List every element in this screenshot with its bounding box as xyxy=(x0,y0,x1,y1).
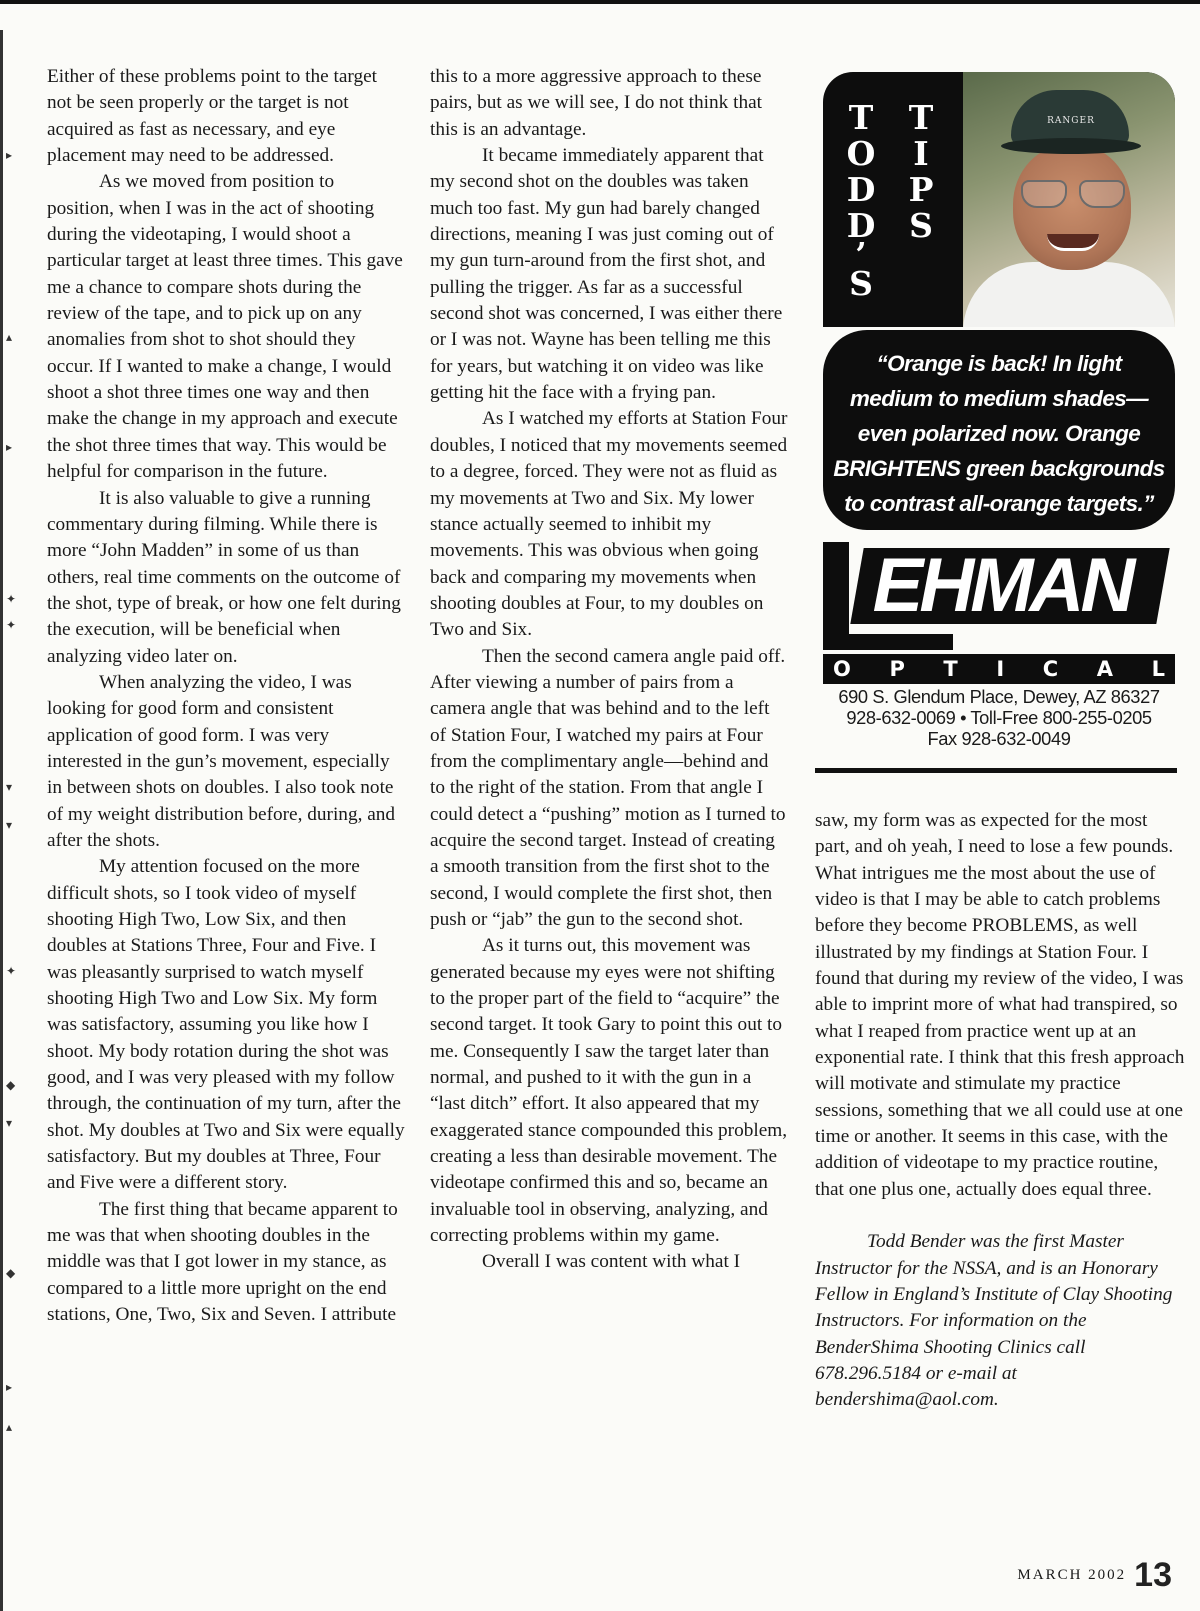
glasses-lens xyxy=(1079,180,1125,208)
quote-line: “Orange is back! In light xyxy=(876,351,1122,376)
quote-line: to contrast all-orange targets.” xyxy=(844,491,1154,516)
issue-date: MARCH 2002 xyxy=(1017,1567,1127,1583)
binding-mark: ▸ xyxy=(6,440,13,454)
page-number: 13 xyxy=(1134,1556,1172,1594)
todds-letters xyxy=(841,100,881,302)
ad-contact xyxy=(823,686,1175,749)
ad-divider xyxy=(815,768,1177,773)
quote-line: medium to medium shades— xyxy=(849,386,1149,411)
binding-mark: ▸ xyxy=(6,148,13,162)
binding-mark: ◆ xyxy=(6,1078,16,1092)
paragraph: My attention focused on the more difficult shots, so I took video of myself shooting High Two, Low Six, and then doubles at Stations Three, Four and Five. I was pleasantly surprised to watch myself shooting High Two and Low Six. My form was satisfactory, assuming you like how I shoot. My body rotation during the shot was good, and I was very pleased with my follow through, the continuation of my turn, after the shot. My doubles at Two and Six were equally satisfactory. But my doubles at Three, Four and Five were a different story. xyxy=(47,856,405,1194)
todds-tips-banner xyxy=(823,72,1175,327)
paragraph: The first thing that became apparent to me was that when shooting doubles in the middle was that I got lower in my stance, as compared to a little more upright on the end stations, One, Two, Six and Seven. I attribute xyxy=(47,1198,398,1326)
ad-phones: 928-632-0069 • Toll-Free 800-255-0205 xyxy=(846,707,1152,728)
binding-mark: ✦ xyxy=(6,964,17,978)
optical-letter: C xyxy=(1042,657,1059,681)
paragraph: Then the second camera angle paid off. After viewing a number of pairs from a camera angle that was behind and to the left of Station Four, I watched my pairs at Four from the complimentary angle—behind and to the right of the station. From that angle I could detect a “pushing” motion as I turned to acquire the second target. Instead of creating a smooth transition from the first shot to the second, I would complete the first shot, then push or “jab” the gun to the second shot. xyxy=(430,645,786,930)
article-column-3 xyxy=(815,808,1185,1414)
quote-line: even polarized now. Orange xyxy=(857,421,1141,446)
ad-fax: Fax 928-632-0049 xyxy=(927,728,1071,749)
logo-wordmark: EHMAN xyxy=(872,543,1132,628)
binding-mark: ✦ xyxy=(6,618,17,632)
optical-letter: T xyxy=(943,657,958,681)
binding-mark: ◆ xyxy=(6,1266,16,1280)
article-column-1 xyxy=(47,64,405,1329)
title-letter: T xyxy=(848,98,874,137)
cap-bill xyxy=(1001,138,1141,154)
binding-mark: ▾ xyxy=(6,780,13,794)
title-letter: D xyxy=(846,170,876,209)
binding-mark: ▾ xyxy=(6,818,13,832)
paragraph: When analyzing the video, I was looking for good form and consistent application of good form. I was very interested in the gun’s movement, especially in between shots on doubles. I also took note of my weight distribution before, during, and after the shots. xyxy=(47,671,396,851)
paragraph: As it turns out, this movement was generated because my eyes were not shifting to the proper part of the field to “acquire” the second target. It took Gary to point this out to me. Consequently I saw the target later than normal, and pushed to it with the gun in a “last ditch” effort. It also appeared that my exaggerated stance compounded this problem, creating a less than desirable movement. The videotape confirmed this and so, became an invaluable tool in observing, analyzing, and correcting problems within my game. xyxy=(430,935,788,1247)
title-letter: D xyxy=(846,206,876,245)
ad-quote xyxy=(823,330,1175,530)
title-letter: O xyxy=(846,134,876,173)
page-edge xyxy=(0,30,3,1611)
paragraph: saw, my form was as expected for the most part, and oh yeah, I need to lose a few pounds. What intrigues me the most about the use of video is that I may be able to catch problems before they become PROBLEMS, as well illustrated by my findings at Station Four. I found that during my review of the video, I was able to imprint more of what had transpired, so what I reaped from practice went up at an exponential rate. I think that this fresh approach will motivate and stimulate my practice sessions, something that we all could use at one time or another. It seems in this case, with the addition of videotape to my practice routine, that one plus one, actually does equal three. xyxy=(815,810,1185,1200)
paragraph: As I watched my efforts at Station Four doubles, I noticed that my movements seemed to a degree, forced. They were not as fluid as my movements at Two and Six. My lower stance actually seemed to inhibit my movements. This was obvious when going back and comparing my movements when shooting doubles at Four, to my doubles on Two and Six. xyxy=(430,408,788,641)
title-letter: S xyxy=(849,264,873,303)
binding-mark: ▴ xyxy=(6,1420,13,1434)
paragraph: Either of these problems point to the target not be seen properly or the target is not acquired as fast as necessary, and eye placement may need to be addressed. xyxy=(47,66,378,167)
quote-line: BRIGHTENS green backgrounds xyxy=(833,456,1165,481)
paragraph: Overall I was content with what I xyxy=(482,1251,741,1273)
author-photo xyxy=(963,72,1175,327)
page-folio xyxy=(1017,1556,1172,1595)
title-letter: S xyxy=(909,206,933,245)
top-rule xyxy=(0,0,1200,4)
shirt xyxy=(963,262,1175,327)
optical-letter: P xyxy=(889,657,905,681)
optical-letter: I xyxy=(996,657,1005,681)
title-letter: I xyxy=(913,134,929,173)
optical-letter: L xyxy=(1151,657,1165,681)
cap-logo: RANGER xyxy=(1047,116,1095,126)
paragraph: this to a more aggressive approach to these pairs, but as we will see, I do not think that this is an advantage. xyxy=(430,66,763,140)
paragraph: It became immediately apparent that my second shot on the doubles was taken much too fast. My gun had barely changed directions, meaning I was just coming out of my gun turn-around from the first shot, and pulling the trigger. As far as a successful second shot was concerned, I was either there or I was not. Wayne has been telling me this for years, but watching it on video was like getting hit the face with a frying pan. xyxy=(430,145,783,404)
paragraph: As we moved from position to position, when I was in the act of shooting during the videotaping, I would shoot a particular target at least three times. This gave me a chance to compare shots during the review of the tape, and to pick up on any anomalies from shot to shot should they occur. If I wanted to make a change, I would shoot a shot three times one way and then make the change in my approach and execute the shot three times that way. This would be helpful for comparison in the future. xyxy=(47,171,403,483)
tips-letters xyxy=(901,100,941,244)
article-column-2 xyxy=(430,64,788,1276)
binding-mark: ✦ xyxy=(6,592,17,606)
title-letter: P xyxy=(908,170,934,209)
optical-bar xyxy=(823,654,1175,684)
glasses-lens xyxy=(1021,180,1067,208)
logo-l-foot xyxy=(823,634,953,650)
binding-mark: ▴ xyxy=(6,330,13,344)
binding-mark: ▸ xyxy=(6,1380,13,1394)
title-letter: ’ xyxy=(855,235,867,274)
lehman-logo xyxy=(817,542,1175,662)
title-letter: T xyxy=(908,98,934,137)
optical-letter: A xyxy=(1096,657,1113,681)
optical-letter: O xyxy=(833,657,851,681)
ad-address: 690 S. Glendum Place, Dewey, AZ 86327 xyxy=(838,686,1160,707)
lehman-optical-ad xyxy=(823,72,1175,778)
author-bio: Todd Bender was the first Master Instructor for the NSSA, and is an Honorary Fellow in England’s Institute of Clay Shooting Instructors. For information on the BenderShima Shooting Clinics call 678.296.5184 or e-mail at bendershima@aol.com. xyxy=(815,1231,1173,1411)
binding-mark: ▾ xyxy=(6,1116,13,1130)
paragraph: It is also valuable to give a running commentary during filming. While there is more “John Madden” in some of us than others, real time comments on the outcome of the shot, type of break, or how one felt during the execution, will be beneficial when analyzing video later on. xyxy=(47,487,401,667)
